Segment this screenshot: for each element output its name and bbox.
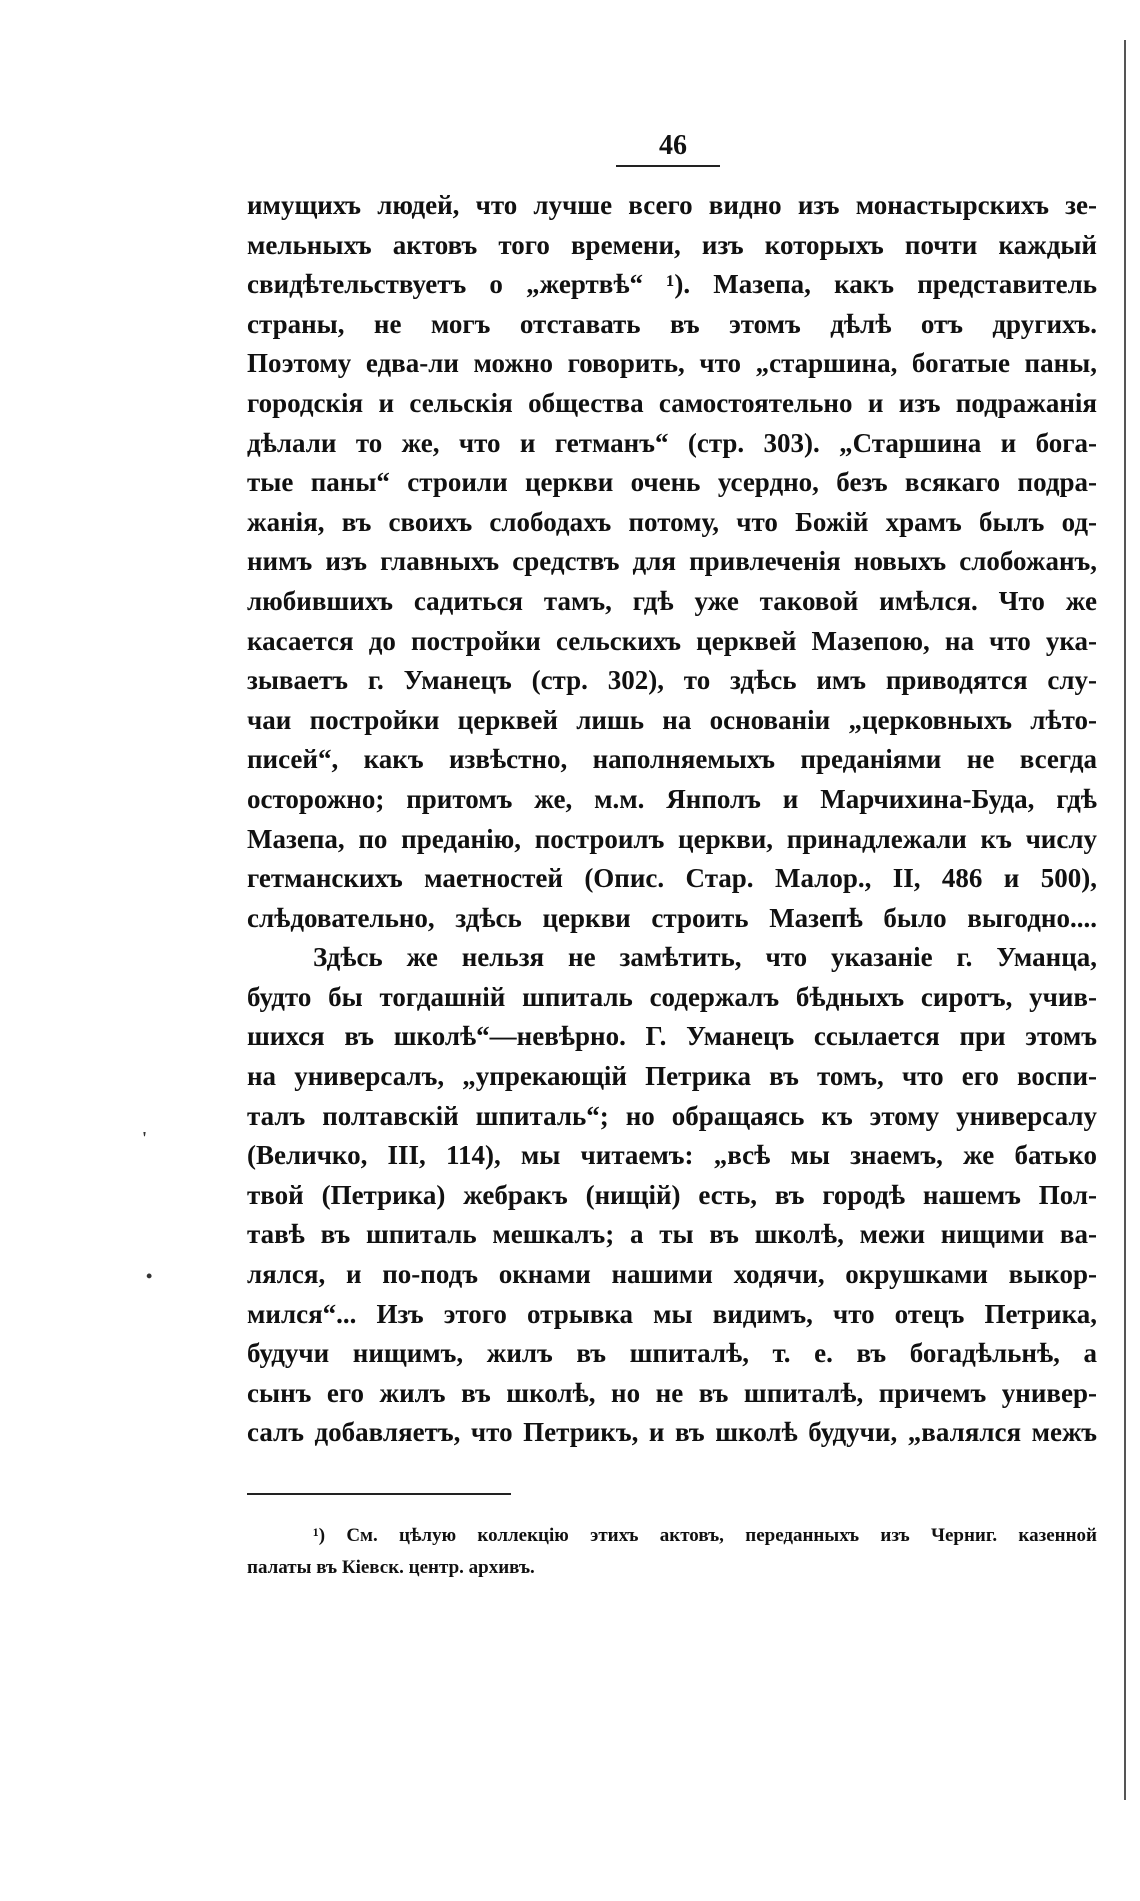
text-line: будучи нищимъ, жилъ въ шпиталѣ, т. е. въ богадѣльнѣ, а [247, 1338, 1097, 1369]
text-line: Мазепа, по преданію, построилъ церкви, принадлежали къ числу [247, 823, 1097, 854]
text-line: тые паны“ строили церкви очень усердно, безъ всякаго подра- [247, 467, 1097, 498]
text-line: твой (Петрика) жебракъ (нищій) есть, въ городѣ нашемъ Пол- [247, 1179, 1097, 1210]
page-edge-rule [1124, 40, 1126, 1800]
paragraph-start-line: Здѣсь же нельзя не замѣтить, что указаніе г. Уманца, [313, 942, 1097, 973]
text-line: (Величко, III, 114), мы читаемъ: „всѣ мы знаемъ, же батько [247, 1140, 1097, 1171]
text-line: будто бы тогдашній шпиталь содержалъ бѣдныхъ сиротъ, учив- [247, 981, 1097, 1012]
text-line: мился“... Изъ этого отрывка мы видимъ, что отецъ Петрика, [247, 1298, 1097, 1329]
text-line: имущихъ людей, что лучше всего видно изъ монастырскихъ зе- [247, 190, 1097, 220]
text-line: касается до постройки сельскихъ церквей Мазепою, на что ука- [247, 625, 1097, 656]
text-line: зываетъ г. Уманецъ (стр. 302), то здѣсь имъ приводятся слу- [247, 665, 1097, 696]
text-line: сынъ его жилъ въ школѣ, но не въ шпиталѣ, причемъ универ- [247, 1377, 1097, 1408]
text-line: свидѣтельствуетъ о „жертвѣ“ ¹). Мазепа, какъ представитель [247, 269, 1097, 300]
text-line: жанія, въ своихъ слободахъ потому, что Божій храмъ былъ од- [247, 506, 1097, 537]
body-text [247, 186, 1097, 1453]
text-line: на универсалъ, „упрекающій Петрика въ томъ, что его воспи- [247, 1061, 1097, 1092]
text-line: тавѣ въ шпиталь мешкалъ; а ты въ школѣ, межи нищими ва- [247, 1219, 1097, 1250]
footnote-separator [247, 1493, 511, 1495]
text-line: лялся, и по-подъ окнами нашими ходячи, окрушками выкор- [247, 1259, 1097, 1290]
text-line: дѣлали то же, что и гетманъ“ (стр. 303). „Старшина и бога- [247, 427, 1097, 458]
text-line: Поэтому едва-ли можно говорить, что „старшина, богатые паны, [247, 348, 1097, 379]
text-line: чаи постройки церквей лишь на основаніи „церковныхъ лѣто- [247, 704, 1097, 735]
text-line: шихся въ школѣ“—невѣрно. Г. Уманецъ ссылается при этомъ [247, 1021, 1097, 1052]
text-line: салъ добавляетъ, что Петрикъ, и въ школѣ будучи, „валялся межъ [247, 1417, 1097, 1448]
page-number-underline [616, 165, 720, 167]
text-line: мельныхъ актовъ того времени, изъ которыхъ почти каждый [247, 229, 1097, 260]
text-line: слѣдовательно, здѣсь церкви строить Мазепѣ было выгодно.... [247, 902, 1097, 933]
footnote [247, 1520, 1097, 1584]
text-line: нимъ изъ главныхъ средствъ для привлеченія новыхъ слобожанъ, [247, 546, 1097, 577]
text-line: талъ полтавскій шпиталь“; но обращаясь къ этому универсалу [247, 1100, 1097, 1131]
text-line: страны, не могъ отставать въ этомъ дѣлѣ отъ другихъ. [247, 308, 1097, 339]
footnote-line: палаты въ Кіевск. центр. архивъ. [247, 1557, 535, 1578]
text-line: любившихъ садиться тамъ, гдѣ уже таковой имѣлся. Что же [247, 585, 1097, 616]
text-line: городскія и сельскія общества самостоятельно и изъ подражанія [247, 387, 1097, 418]
text-line: осторожно; притомъ же, м.м. Янполъ и Марчихина-Буда, гдѣ [247, 783, 1097, 814]
text-line: гетманскихъ маетностей (Опис. Стар. Малор., II, 486 и 500), [247, 863, 1097, 894]
margin-mark: ' [142, 1128, 148, 1148]
page-number: 46 [659, 130, 687, 161]
footnote-line: ¹) См. цѣлую коллекцію этихъ актовъ, переданныхъ изъ Черниг. казенной [313, 1525, 1097, 1546]
text-line: писей“, какъ извѣстно, наполняемыхъ преданіями не всегда [247, 744, 1097, 775]
margin-mark: • [146, 1266, 153, 1286]
